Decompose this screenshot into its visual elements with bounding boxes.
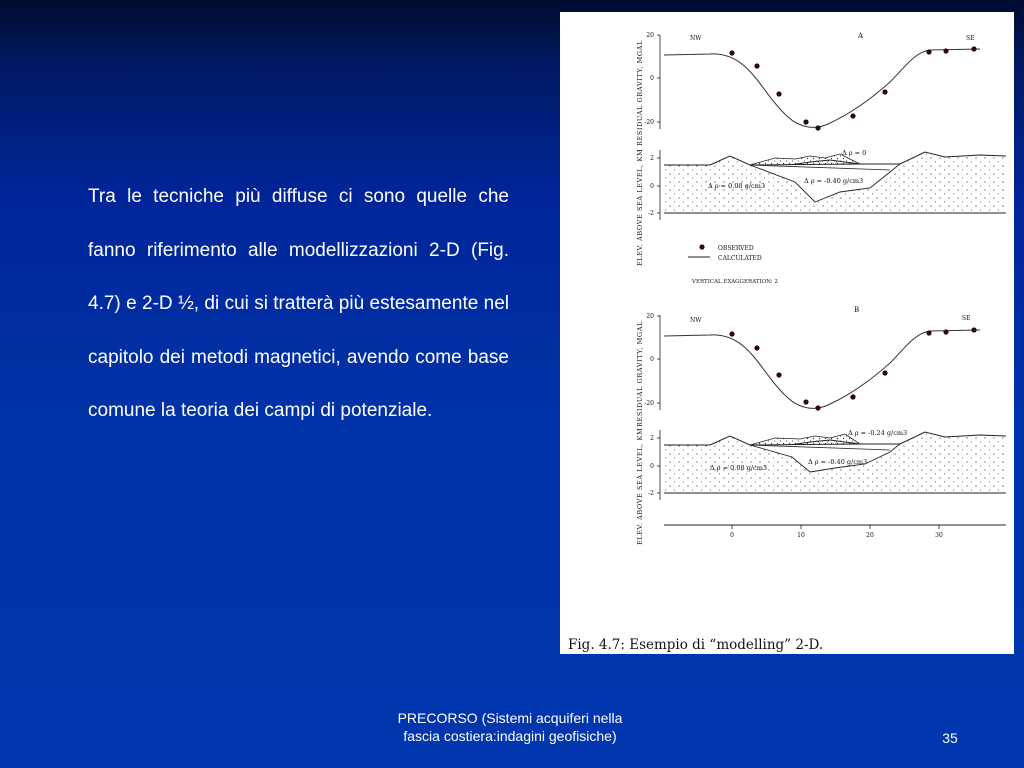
panel-a-annotation-3: Δ ρ = 0.08 g/cm3 [708,182,765,190]
observed-point [926,330,931,335]
observed-point [729,50,734,55]
panel-a-gravity-tick-20: 20 [646,32,654,39]
footer-line-2: fascia costiera:indagini geofisiche) [403,728,617,744]
observed-point [971,46,976,51]
panel-b-label: B [854,306,860,314]
observed-point [882,370,887,375]
panel-a-nw-label: NW [690,35,702,42]
panel-b-se-label: SE [962,315,971,322]
panel-a-elev-axis-label: ELEV. ABOVE SEA LEVEL, KM [636,148,644,266]
slide-body-text: Tra le tecniche più diffuse ci sono quelle che fanno riferimento alle modellizzazioni 2-D (Fig. 4.7) e 2-D ½, di cui si tratterà più estesamente nel capitolo dei metodi magnetici, avendo come base comune la teoria dei campi di potenziale. [88,186,509,421]
modelling-figure [560,12,1014,654]
panel-b-elev-tick-0: 0 [650,463,654,470]
panel-b-elev-tick-minus2: -2 [648,490,654,497]
panel-b-elev-tick-2: 2 [650,435,654,442]
observed-point [815,125,820,130]
observed-point [729,331,734,336]
figure-legend [688,244,778,285]
panel-a-observed-points [729,46,976,130]
observed-point [882,89,887,94]
panel-b-annotation-2: Δ ρ = -0.40 g/cm3 [808,458,868,466]
observed-point [943,48,948,53]
observed-point [803,399,808,404]
observed-point [971,327,976,332]
panel-a-gravity-tick-0: 0 [650,75,654,82]
panel-a-calculated-curve [664,49,980,127]
distance-tick-30: 30 [935,532,943,539]
panel-b-elev-axis-label: ELEV. ABOVE SEA LEVEL, KM [636,427,644,545]
slide-footer [340,709,680,745]
legend-calculated-label: CALCULATED [718,255,762,262]
panel-b-annotation-1: Δ ρ = -0.24 g/cm3 [848,429,908,437]
footer-line-1: PRECORSO (Sistemi acquiferi nella [397,710,623,726]
legend-observed-label: OBSERVED [718,245,754,252]
legend-exaggeration-note: VERTICAL EXAGGERATION: 2 [692,279,778,285]
panel-b-gravity-tick-0: 0 [650,356,654,363]
observed-point [776,372,781,377]
panel-a-annotation-2: Δ ρ = -0.40 g/cm3 [804,177,864,185]
observed-point [754,63,759,68]
observed-point [850,394,855,399]
panel-b-observed-points [729,327,976,410]
observed-point [803,119,808,124]
panel-a-se-label: SE [966,35,975,42]
observed-point [850,113,855,118]
figure-4-7 [560,12,1014,654]
distance-tick-10: 10 [797,532,805,539]
panel-a-elev-tick-minus2: -2 [648,210,654,217]
panel-b-gravity-tick-20: 20 [646,313,654,320]
panel-a-gravity-tick-minus20: -20 [644,119,654,126]
panel-a-elev-tick-0: 0 [650,183,654,190]
panel-b-gravity-tick-minus20: -20 [644,400,654,407]
observed-point [776,91,781,96]
observed-point [815,405,820,410]
panel-b-nw-label: NW [690,317,702,324]
panel-b-annotation-3: Δ ρ = 0.08 g/cm3 [710,464,767,472]
panel-b-gravity-axis-label: RESIDUAL GRAVITY, MGAL [636,321,644,427]
distance-tick-20: 20 [866,532,874,539]
page-number: 35 [942,730,958,746]
panel-a-gravity-axis-label: RESIDUAL GRAVITY, MGAL [636,40,644,146]
panel-a-label: A [858,32,864,40]
observed-point [943,329,948,334]
observed-point [926,49,931,54]
distance-tick-0: 0 [730,532,734,539]
panel-a-elev-tick-2: 2 [650,155,654,162]
observed-point [754,345,759,350]
figure-caption: Fig. 4.7: Esempio di “modelling” 2-D. [568,637,824,653]
panel-a-annotation-1: Δ ρ = 0 [842,149,867,157]
legend-observed-marker [699,244,704,249]
panel-b-calculated-curve [664,330,980,408]
